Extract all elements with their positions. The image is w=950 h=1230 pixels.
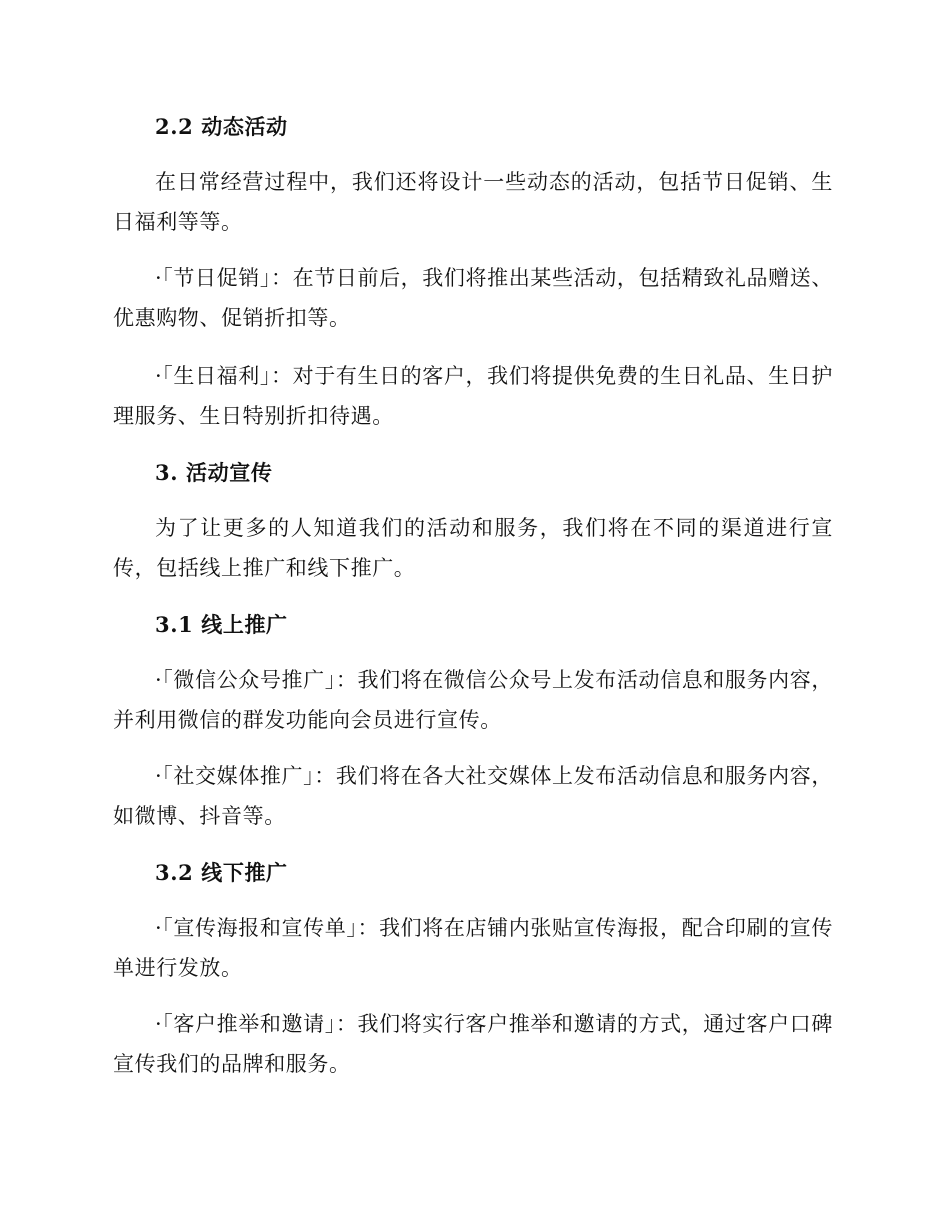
bullet-social-media-promotion: ·「社交媒体推广」：我们将在各大社交媒体上发布活动信息和服务内容，如微博、抖音等。 (113, 764, 833, 828)
bullet-wechat-promotion: ·「微信公众号推广」：我们将在微信公众号上发布活动信息和服务内容，并利用微信的群发功能向会员进行宣传。 (113, 668, 833, 732)
section-heading-3-2: 3.2 线下推广 (155, 860, 288, 885)
paragraph-dynamic-activities: 在日常经营过程中，我们还将设计一些动态的活动，包括节日促销、生日福利等等。 (113, 170, 833, 234)
section-heading-3-1: 3.1 线上推广 (155, 612, 288, 637)
section-heading-2-2: 2.2 动态活动 (155, 114, 288, 139)
bullet-customer-referral: ·「客户推举和邀请」：我们将实行客户推举和邀请的方式，通过客户口碑宣传我们的品牌和服务。 (113, 1012, 833, 1076)
bullet-posters-flyers: ·「宣传海报和宣传单」：我们将在店铺内张贴宣传海报，配合印刷的宣传单进行发放。 (113, 916, 833, 980)
bullet-birthday-benefits: ·「生日福利」：对于有生日的客户，我们将提供免费的生日礼品、生日护理服务、生日特别折扣待遇。 (113, 364, 833, 428)
paragraph-activity-promotion: 为了让更多的人知道我们的活动和服务，我们将在不同的渠道进行宣传，包括线上推广和线下推广。 (113, 516, 833, 580)
section-heading-3: 3. 活动宣传 (155, 460, 273, 485)
bullet-holiday-promotion: ·「节日促销」：在节日前后，我们将推出某些活动，包括精致礼品赠送、优惠购物、促销折扣等。 (113, 266, 833, 330)
